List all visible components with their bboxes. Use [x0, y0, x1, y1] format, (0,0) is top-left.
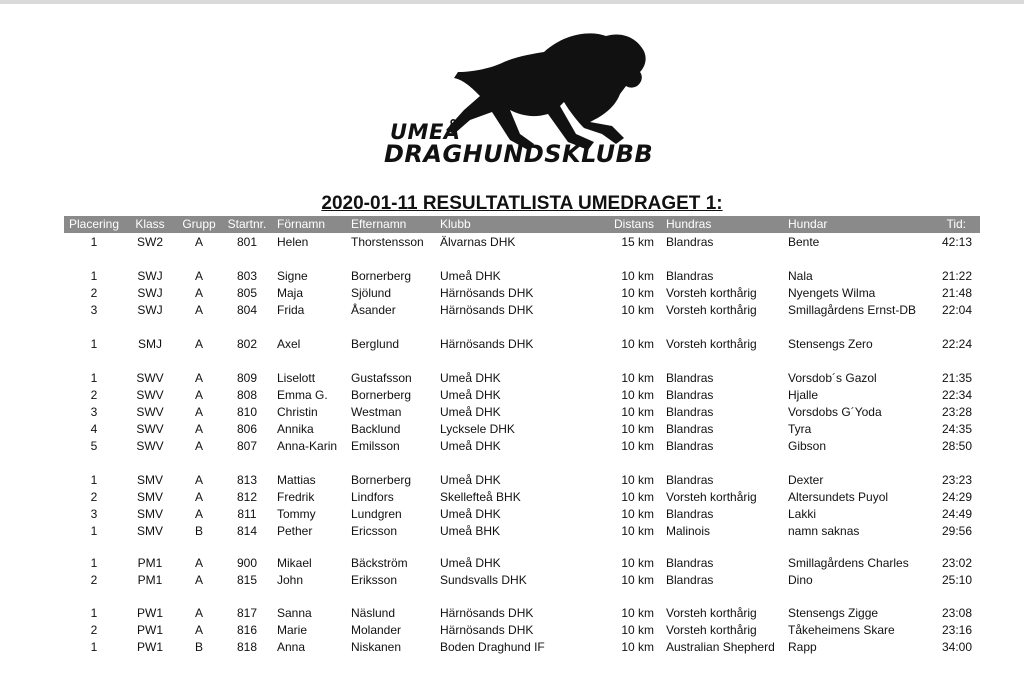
- cell-distans: 10 km: [621, 640, 654, 654]
- cell-placering: 3: [90, 303, 98, 317]
- cell-placering: 2: [90, 286, 98, 300]
- cell-hundras: Blandras: [666, 388, 714, 402]
- cell-hundar: Hjalle: [788, 388, 819, 402]
- column-header-hundras: Hundras: [666, 217, 712, 231]
- cell-startnr: 808: [236, 388, 258, 402]
- cell-efternamn: Westman: [351, 405, 402, 419]
- column-header-hundar: Hundar: [788, 217, 828, 231]
- cell-efternamn: Lundgren: [351, 507, 402, 521]
- cell-efternamn: Eriksson: [351, 573, 398, 587]
- cell-tid: 21:35: [941, 371, 972, 385]
- cell-grupp: B: [194, 640, 203, 654]
- cell-efternamn: Bornerberg: [351, 388, 412, 402]
- cell-fornamn: Anna-Karin: [277, 439, 338, 453]
- cell-tid: 34:00: [941, 640, 972, 654]
- cell-fornamn: Emma G.: [277, 388, 328, 402]
- column-header-efternamn: Efternamn: [351, 217, 407, 231]
- cell-startnr: 900: [236, 556, 258, 570]
- cell-placering: 1: [90, 337, 98, 351]
- cell-fornamn: Anna: [277, 640, 306, 654]
- cell-hundar: Vorsdob´s Gazol: [788, 371, 877, 385]
- cell-grupp: A: [194, 556, 203, 570]
- cell-klubb: Lycksele DHK: [440, 422, 515, 436]
- cell-grupp: A: [194, 623, 203, 637]
- cell-efternamn: Lindfors: [351, 490, 394, 504]
- cell-startnr: 804: [236, 303, 258, 317]
- cell-efternamn: Bäckström: [351, 556, 408, 570]
- cell-klass: SWJ: [137, 269, 163, 283]
- cell-hundar: Lakki: [788, 507, 817, 521]
- cell-grupp: A: [194, 573, 203, 587]
- cell-hundras: Blandras: [666, 439, 714, 453]
- cell-hundar: Tåkeheimens Skare: [788, 623, 895, 637]
- cell-startnr: 802: [236, 337, 258, 351]
- cell-klubb: Härnösands DHK: [440, 303, 534, 317]
- cell-distans: 10 km: [621, 388, 654, 402]
- cell-grupp: A: [194, 606, 203, 620]
- cell-hundras: Vorsteh korthårig: [666, 606, 757, 620]
- cell-fornamn: Axel: [277, 337, 301, 351]
- cell-tid: 24:29: [941, 490, 972, 504]
- logo-text-umea: UMEÅ: [390, 120, 461, 144]
- cell-efternamn: Åsander: [351, 303, 396, 317]
- cell-tid: 29:56: [941, 524, 972, 538]
- cell-grupp: A: [194, 439, 203, 453]
- cell-klass: PM1: [137, 556, 163, 570]
- cell-placering: 2: [90, 388, 98, 402]
- cell-klubb: Härnösands DHK: [440, 623, 534, 637]
- cell-distans: 10 km: [621, 623, 654, 637]
- cell-hundar: Rapp: [788, 640, 817, 654]
- cell-hundras: Blandras: [666, 422, 714, 436]
- column-header-fornamn: Förnamn: [277, 217, 326, 231]
- cell-hundras: Blandras: [666, 573, 714, 587]
- cell-grupp: A: [194, 405, 203, 419]
- cell-fornamn: Fredrik: [277, 490, 315, 504]
- cell-klass: PM1: [137, 573, 163, 587]
- cell-hundras: Vorsteh korthårig: [666, 303, 757, 317]
- cell-placering: 5: [90, 439, 98, 453]
- cell-tid: 24:49: [941, 507, 972, 521]
- cell-distans: 10 km: [621, 405, 654, 419]
- cell-klubb: Umeå DHK: [440, 439, 501, 453]
- cell-efternamn: Backlund: [351, 422, 401, 436]
- cell-klubb: Umeå BHK: [440, 524, 501, 538]
- cell-efternamn: Thorstensson: [351, 235, 424, 249]
- cell-hundar: Smillagårdens Charles: [788, 556, 909, 570]
- cell-hundar: Smillagårdens Ernst-DB: [788, 303, 917, 317]
- cell-klubb: Härnösands DHK: [440, 606, 534, 620]
- cell-klass: SMV: [136, 507, 163, 521]
- cell-hundras: Blandras: [666, 405, 714, 419]
- cell-startnr: 803: [236, 269, 258, 283]
- cell-distans: 10 km: [621, 507, 654, 521]
- column-header-startnr: Startnr.: [227, 217, 267, 231]
- cell-distans: 10 km: [621, 337, 654, 351]
- cell-fornamn: Signe: [277, 269, 308, 283]
- cell-placering: 1: [90, 269, 98, 283]
- cell-klubb: Sundsvalls DHK: [440, 573, 527, 587]
- cell-klubb: Umeå DHK: [440, 507, 501, 521]
- cell-efternamn: Bornerberg: [351, 473, 412, 487]
- cell-fornamn: Helen: [277, 235, 309, 249]
- cell-tid: 23:16: [941, 623, 972, 637]
- cell-tid: 25:10: [941, 573, 972, 587]
- cell-grupp: A: [194, 422, 203, 436]
- cell-hundar: Altersundets Puyol: [788, 490, 889, 504]
- cell-fornamn: Liselott: [277, 371, 316, 385]
- cell-klubb: Umeå DHK: [440, 388, 501, 402]
- cell-fornamn: Sanna: [277, 606, 312, 620]
- cell-fornamn: Mattias: [277, 473, 316, 487]
- cell-efternamn: Gustafsson: [351, 371, 412, 385]
- cell-hundras: Blandras: [666, 235, 714, 249]
- cell-distans: 15 km: [621, 235, 654, 249]
- cell-startnr: 801: [236, 235, 258, 249]
- cell-tid: 28:50: [941, 439, 972, 453]
- cell-distans: 10 km: [621, 556, 654, 570]
- cell-placering: 4: [90, 422, 98, 436]
- cell-distans: 10 km: [621, 371, 654, 385]
- cell-startnr: 812: [236, 490, 258, 504]
- cell-tid: 23:02: [941, 556, 972, 570]
- cell-tid: 22:24: [941, 337, 972, 351]
- cell-klubb: Umeå DHK: [440, 556, 501, 570]
- cell-hundar: Dino: [788, 573, 813, 587]
- cell-hundar: Stensengs Zigge: [788, 606, 879, 620]
- cell-placering: 2: [90, 573, 98, 587]
- cell-efternamn: Niskanen: [351, 640, 402, 654]
- cell-distans: 10 km: [621, 524, 654, 538]
- cell-placering: 2: [90, 490, 98, 504]
- cell-hundras: Blandras: [666, 556, 714, 570]
- cell-efternamn: Sjölund: [351, 286, 392, 300]
- cell-startnr: 806: [236, 422, 258, 436]
- cell-klass: SMV: [136, 490, 163, 504]
- cell-startnr: 809: [236, 371, 258, 385]
- cell-hundras: Vorsteh korthårig: [666, 490, 757, 504]
- cell-fornamn: John: [277, 573, 304, 587]
- cell-hundar: Bente: [788, 235, 820, 249]
- cell-klass: PW1: [136, 606, 163, 620]
- cell-klass: SWV: [136, 422, 164, 436]
- cell-klubb: Umeå DHK: [440, 473, 501, 487]
- column-header-distans: Distans: [613, 217, 654, 231]
- cell-klass: SWV: [136, 371, 164, 385]
- cell-distans: 10 km: [621, 490, 654, 504]
- cell-tid: 21:22: [941, 269, 972, 283]
- cell-grupp: A: [194, 371, 203, 385]
- cell-distans: 10 km: [621, 439, 654, 453]
- cell-startnr: 816: [236, 623, 258, 637]
- column-header-klubb: Klubb: [440, 217, 471, 231]
- cell-fornamn: Frida: [277, 303, 305, 317]
- cell-distans: 10 km: [621, 606, 654, 620]
- cell-klass: SWV: [136, 388, 164, 402]
- cell-grupp: A: [194, 507, 203, 521]
- cell-efternamn: Ericsson: [351, 524, 398, 538]
- cell-placering: 1: [90, 371, 98, 385]
- cell-startnr: 817: [236, 606, 258, 620]
- cell-klass: PW1: [136, 623, 163, 637]
- cell-klass: SWV: [136, 439, 164, 453]
- cell-grupp: A: [194, 337, 203, 351]
- cell-hundras: Blandras: [666, 269, 714, 283]
- cell-hundras: Australian Shepherd: [666, 640, 775, 654]
- cell-placering: 3: [90, 405, 98, 419]
- cell-placering: 2: [90, 623, 98, 637]
- cell-grupp: A: [194, 286, 203, 300]
- cell-klass: PW1: [136, 640, 163, 654]
- cell-tid: 23:08: [941, 606, 972, 620]
- cell-placering: 1: [90, 235, 98, 249]
- cell-grupp: A: [194, 473, 203, 487]
- cell-startnr: 811: [237, 507, 257, 521]
- cell-grupp: A: [194, 269, 203, 283]
- cell-fornamn: Maja: [277, 286, 304, 300]
- cell-hundras: Vorsteh korthårig: [666, 623, 757, 637]
- cell-placering: 3: [90, 507, 98, 521]
- cell-klubb: Umeå DHK: [440, 405, 501, 419]
- cell-placering: 1: [90, 606, 98, 620]
- cell-hundar: Gibson: [788, 439, 827, 453]
- cell-startnr: 818: [236, 640, 258, 654]
- cell-klubb: Härnösands DHK: [440, 337, 534, 351]
- cell-hundar: Tyra: [788, 422, 812, 436]
- cell-hundar: namn saknas: [788, 524, 860, 538]
- cell-tid: 22:34: [941, 388, 972, 402]
- column-header-tid: Tid:: [946, 217, 966, 231]
- cell-tid: 24:35: [941, 422, 972, 436]
- cell-placering: 1: [90, 556, 98, 570]
- cell-klubb: Boden Draghund IF: [440, 640, 545, 654]
- cell-fornamn: Marie: [277, 623, 308, 637]
- cell-klubb: Umeå DHK: [440, 371, 501, 385]
- column-header-grupp: Grupp: [182, 217, 216, 231]
- cell-fornamn: Pether: [277, 524, 313, 538]
- cell-hundar: Nala: [788, 269, 813, 283]
- cell-distans: 10 km: [621, 573, 654, 587]
- column-header-klass: Klass: [135, 217, 165, 231]
- cell-klass: SWJ: [137, 286, 163, 300]
- column-header-placering: Placering: [68, 217, 120, 231]
- cell-startnr: 807: [236, 439, 258, 453]
- cell-fornamn: Annika: [277, 422, 314, 436]
- cell-hundar: Stensengs Zero: [788, 337, 873, 351]
- cell-klass: SW2: [136, 235, 163, 249]
- cell-distans: 10 km: [621, 269, 654, 283]
- cell-placering: 1: [90, 524, 98, 538]
- cell-distans: 10 km: [621, 473, 654, 487]
- cell-hundar: Dexter: [788, 473, 824, 487]
- cell-distans: 10 km: [621, 422, 654, 436]
- cell-hundar: Nyengets Wilma: [788, 286, 876, 300]
- cell-tid: 22:04: [941, 303, 972, 317]
- cell-hundras: Malinois: [666, 524, 711, 538]
- cell-tid: 23:28: [941, 405, 972, 419]
- cell-fornamn: Tommy: [277, 507, 316, 521]
- cell-klass: SWV: [136, 405, 164, 419]
- cell-distans: 10 km: [621, 286, 654, 300]
- cell-startnr: 815: [236, 573, 258, 587]
- cell-klubb: Umeå DHK: [440, 269, 501, 283]
- cell-klass: SMJ: [138, 337, 162, 351]
- cell-grupp: A: [194, 388, 203, 402]
- cell-klass: SWJ: [137, 303, 163, 317]
- cell-efternamn: Emilsson: [351, 439, 400, 453]
- cell-placering: 1: [90, 473, 98, 487]
- cell-klass: SMV: [136, 524, 163, 538]
- cell-grupp: A: [194, 303, 203, 317]
- page-top-edge: [0, 0, 1024, 4]
- cell-hundras: Blandras: [666, 507, 714, 521]
- cell-efternamn: Berglund: [351, 337, 400, 351]
- cell-tid: 42:13: [941, 235, 972, 249]
- cell-klubb: Skellefteå BHK: [440, 490, 521, 504]
- document-title: 2020-01-11 RESULTATLISTA UMEDRAGET 1:: [321, 193, 723, 214]
- cell-hundras: Blandras: [666, 473, 714, 487]
- cell-distans: 10 km: [621, 303, 654, 317]
- cell-grupp: B: [194, 524, 203, 538]
- cell-fornamn: Christin: [277, 405, 318, 419]
- cell-hundras: Vorsteh korthårig: [666, 286, 757, 300]
- cell-hundras: Vorsteh korthårig: [666, 337, 757, 351]
- cell-fornamn: Mikael: [277, 556, 312, 570]
- cell-klubb: Härnösands DHK: [440, 286, 534, 300]
- cell-efternamn: Bornerberg: [351, 269, 412, 283]
- cell-startnr: 810: [236, 405, 258, 419]
- cell-startnr: 814: [236, 524, 258, 538]
- cell-grupp: A: [194, 235, 203, 249]
- cell-tid: 21:48: [941, 286, 972, 300]
- cell-startnr: 813: [236, 473, 258, 487]
- cell-efternamn: Molander: [351, 623, 402, 637]
- cell-hundras: Blandras: [666, 371, 714, 385]
- cell-placering: 1: [90, 640, 98, 654]
- cell-tid: 23:23: [941, 473, 972, 487]
- cell-efternamn: Näslund: [351, 606, 396, 620]
- cell-grupp: A: [194, 490, 203, 504]
- cell-klubb: Älvarnas DHK: [440, 235, 516, 249]
- logo-text-draghundsklubb: DRAGHUNDSKLUBB: [384, 140, 654, 168]
- cell-hundar: Vorsdobs G´Yoda: [788, 405, 882, 419]
- cell-startnr: 805: [236, 286, 258, 300]
- cell-klass: SMV: [136, 473, 163, 487]
